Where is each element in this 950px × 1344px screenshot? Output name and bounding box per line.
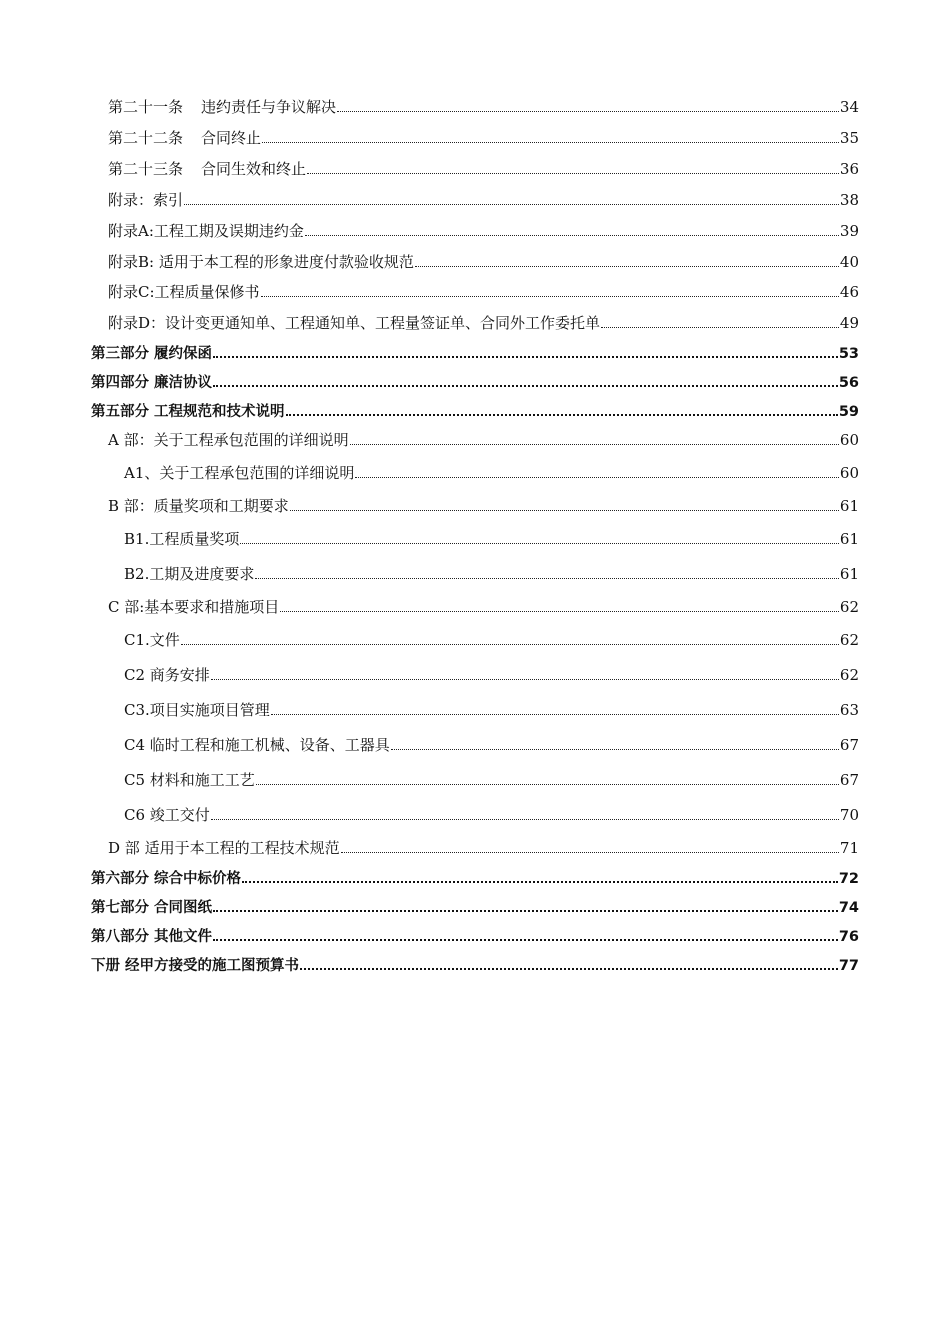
toc-entry-title xyxy=(108,127,261,148)
toc-page-number: 67 xyxy=(839,736,859,754)
toc-entry[interactable] xyxy=(124,804,859,825)
toc-entry-title-text: C 部:基本要求和措施项目 xyxy=(108,598,280,616)
toc-page-number: 56 xyxy=(838,375,859,391)
toc-entry-title xyxy=(124,699,270,720)
toc-entry-title xyxy=(108,158,306,179)
toc-entry-title-text: B 部：质量奖项和工期要求 xyxy=(108,497,289,515)
toc-entry[interactable] xyxy=(124,769,859,790)
toc-dot-leader xyxy=(181,643,839,645)
toc-entry-title-text: 第二十三条 xyxy=(108,160,184,178)
toc-entry-title-text: B2.工期及进度要求 xyxy=(124,565,255,583)
toc-dot-leader xyxy=(290,509,839,511)
toc-page-number: 61 xyxy=(839,530,859,548)
toc-entry-title-text: B1.工程质量奖项 xyxy=(124,530,240,548)
toc-page-number: 60 xyxy=(839,464,859,482)
toc-entry-title xyxy=(108,596,279,617)
toc-page-number: 49 xyxy=(839,314,859,332)
toc-entry-title-text: 附录B: 适用于本工程的形象进度付款验收规范 xyxy=(108,253,414,271)
toc-entry[interactable] xyxy=(108,96,859,117)
toc-page-number: 71 xyxy=(839,839,859,857)
toc-entry-title-text: 第八部分 其他文件 xyxy=(91,929,213,945)
toc-entry[interactable] xyxy=(124,462,859,483)
toc-entry-title xyxy=(91,342,212,363)
toc-entry-title-text: 附录C:工程质量保修书 xyxy=(108,283,260,301)
toc-entry[interactable] xyxy=(91,400,859,421)
toc-entry[interactable] xyxy=(108,837,859,858)
toc-dot-leader xyxy=(307,172,839,174)
toc-dot-leader xyxy=(300,968,838,970)
toc-dot-leader xyxy=(211,678,839,680)
toc-entry[interactable] xyxy=(124,734,859,755)
toc-dot-leader xyxy=(415,265,839,267)
toc-entry-title-text: 附录：索引 xyxy=(108,191,184,209)
toc-dot-leader xyxy=(601,326,839,328)
toc-dot-leader xyxy=(213,356,838,358)
toc-dot-leader xyxy=(271,713,839,715)
toc-entry-title-text: C5 材料和施工工艺 xyxy=(124,771,255,789)
toc-entry-title-text: A 部：关于工程承包范围的详细说明 xyxy=(108,431,349,449)
toc-entry-title-text: 第七部分 合同图纸 xyxy=(91,900,213,916)
toc-page-number: 70 xyxy=(839,806,859,824)
toc-entry[interactable] xyxy=(108,189,859,210)
toc-dot-leader xyxy=(262,141,839,143)
toc-dot-leader xyxy=(337,110,839,112)
toc-entry[interactable] xyxy=(124,528,859,549)
toc-entry-title xyxy=(108,189,183,210)
toc-entry-title-text: C6 竣工交付 xyxy=(124,806,210,824)
toc-entry-title xyxy=(124,528,239,549)
toc-dot-leader xyxy=(240,542,839,544)
toc-page-number: 53 xyxy=(838,346,859,362)
toc-entry-title xyxy=(91,400,285,421)
toc-entry-title-text: D 部 适用于本工程的工程技术规范 xyxy=(108,839,340,857)
toc-entry-title xyxy=(124,462,354,483)
toc-page-number: 36 xyxy=(839,160,859,178)
toc-entry-title xyxy=(124,563,254,584)
toc-dot-leader xyxy=(286,414,838,416)
toc-entry-title-text: C1.文件 xyxy=(124,631,180,649)
toc-entry-title-text: 附录D：设计变更通知单、工程通知单、工程量签证单、合同外工作委托单 xyxy=(108,314,601,332)
toc-entry-title-text: 第二十二条 xyxy=(108,129,184,147)
toc-page-number: 61 xyxy=(839,565,859,583)
toc-dot-leader xyxy=(255,577,839,579)
toc-entry-title xyxy=(124,734,390,755)
toc-entry-title xyxy=(91,925,212,946)
toc-entry[interactable] xyxy=(108,281,859,302)
toc-entry-title-text: C4 临时工程和施工机械、设备、工器具 xyxy=(124,736,390,754)
toc-entry[interactable] xyxy=(108,596,859,617)
toc-dot-leader xyxy=(213,939,838,941)
toc-dot-leader xyxy=(242,881,838,883)
toc-entry-title-text: 第六部分 综合中标价格 xyxy=(91,871,242,887)
toc-entry[interactable] xyxy=(124,629,859,650)
toc-page-number: 46 xyxy=(839,283,859,301)
toc-entry[interactable] xyxy=(91,867,859,888)
toc-entry[interactable] xyxy=(91,371,859,392)
toc-entry[interactable] xyxy=(108,158,859,179)
toc-entry[interactable] xyxy=(108,220,859,241)
toc-page-number: 62 xyxy=(839,666,859,684)
toc-dot-leader xyxy=(213,385,838,387)
toc-entry[interactable] xyxy=(108,495,859,516)
toc-entry-title-text: 第五部分 工程规范和技术说明 xyxy=(91,404,285,420)
toc-page-number: 40 xyxy=(839,253,859,271)
toc-entry-title-suffix: 违约责任与争议解决 xyxy=(201,98,337,116)
toc-entry-title-text: C2 商务安排 xyxy=(124,666,210,684)
toc-entry[interactable] xyxy=(124,563,859,584)
toc-page-number: 39 xyxy=(839,222,859,240)
toc-entry[interactable] xyxy=(108,429,859,450)
toc-entry-title-text: C3.项目实施项目管理 xyxy=(124,701,270,719)
toc-entry-title-text: 下册 经甲方接受的施工图预算书 xyxy=(91,958,300,974)
toc-dot-leader xyxy=(184,203,839,205)
toc-entry-title xyxy=(124,804,210,825)
toc-page-number: 35 xyxy=(839,129,859,147)
toc-page-number: 77 xyxy=(838,958,859,974)
toc-entry[interactable] xyxy=(91,954,859,975)
toc-entry-title xyxy=(108,251,414,272)
toc-page-number: 72 xyxy=(838,871,859,887)
toc-dot-leader xyxy=(261,295,839,297)
toc-entry-title-text: 第四部分 廉洁协议 xyxy=(91,375,213,391)
toc-entry[interactable] xyxy=(108,251,859,272)
toc-dot-leader xyxy=(355,476,839,478)
toc-entry-title-suffix: 合同生效和终止 xyxy=(201,160,307,178)
toc-entry-title xyxy=(91,371,212,392)
toc-entry-title-text: A1、关于工程承包范围的详细说明 xyxy=(124,464,355,482)
toc-page-number: 74 xyxy=(838,900,859,916)
toc-dot-leader xyxy=(350,443,839,445)
toc-entry[interactable] xyxy=(124,664,859,685)
toc-page-number: 60 xyxy=(839,431,859,449)
toc-entry-title xyxy=(108,312,600,333)
toc-entry-title xyxy=(124,769,255,790)
toc-entry-title-suffix: 合同终止 xyxy=(201,129,262,147)
toc-dot-leader xyxy=(391,748,839,750)
toc-dot-leader xyxy=(305,234,839,236)
toc-entry-title xyxy=(108,281,260,302)
toc-page-number: 59 xyxy=(838,404,859,420)
toc-page-number: 62 xyxy=(839,631,859,649)
toc-dot-leader xyxy=(341,851,839,853)
toc-entry-title xyxy=(108,495,289,516)
toc-entry[interactable] xyxy=(108,127,859,148)
toc-entry[interactable] xyxy=(108,312,859,333)
toc-entry-title xyxy=(91,867,241,888)
toc-entry-title xyxy=(124,664,210,685)
toc-page-number: 67 xyxy=(839,771,859,789)
toc-entry-title xyxy=(124,629,180,650)
toc-dot-leader xyxy=(280,610,839,612)
toc-entry-title-text: 第二十一条 xyxy=(108,98,184,116)
toc-page-number: 61 xyxy=(839,497,859,515)
toc-entry-title xyxy=(108,429,349,450)
toc-entry[interactable] xyxy=(91,896,859,917)
toc-page-number: 38 xyxy=(839,191,859,209)
toc-page-number: 62 xyxy=(839,598,859,616)
toc-entry[interactable] xyxy=(124,699,859,720)
toc-entry-title-text: 第三部分 履约保函 xyxy=(91,346,213,362)
toc-page-number: 63 xyxy=(839,701,859,719)
toc-dot-leader xyxy=(213,910,838,912)
toc-entry[interactable] xyxy=(91,925,859,946)
toc-entry-title xyxy=(108,220,304,241)
toc-entry-title xyxy=(108,96,336,117)
toc-entry-title-text: 附录A:工程工期及误期违约金 xyxy=(108,222,304,240)
toc-entry-title xyxy=(91,954,299,975)
toc-dot-leader xyxy=(256,783,839,785)
toc-dot-leader xyxy=(211,818,839,820)
toc-entry-title xyxy=(108,837,340,858)
toc-page-number: 76 xyxy=(838,929,859,945)
toc-page-number: 34 xyxy=(839,98,859,116)
toc-entry[interactable] xyxy=(91,342,859,363)
toc-entry-title xyxy=(91,896,212,917)
